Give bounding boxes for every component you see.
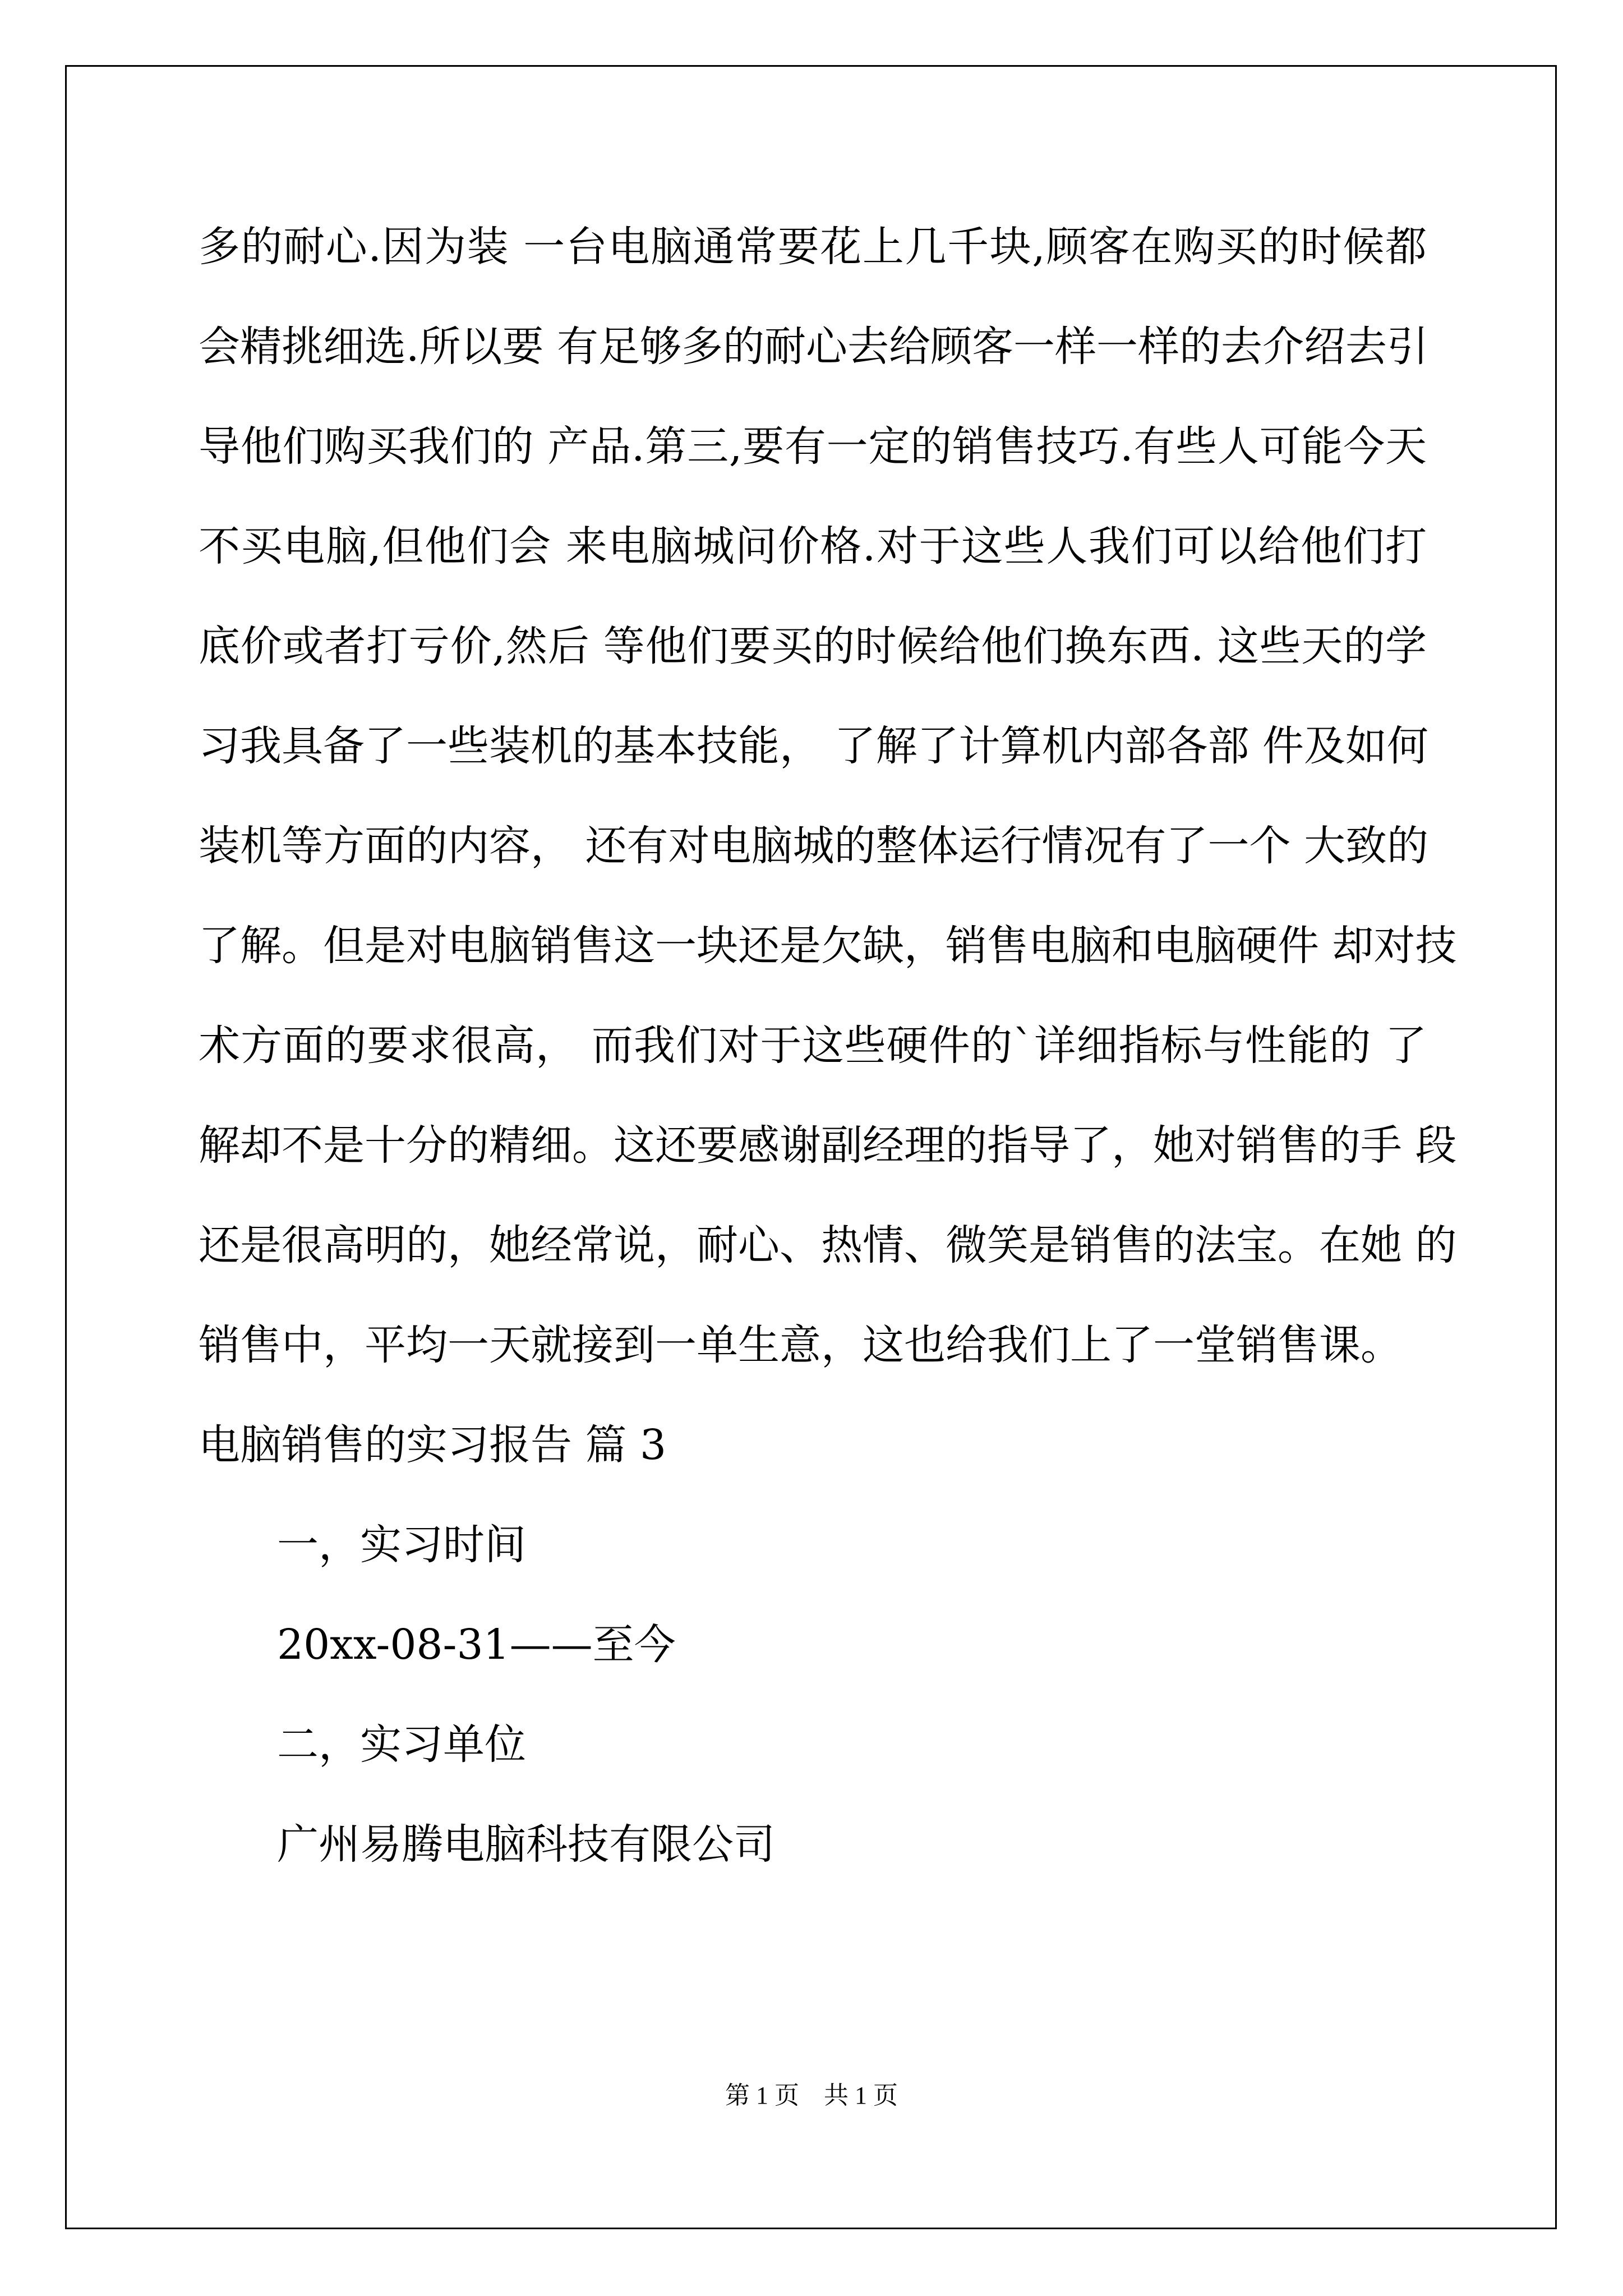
body-line-12: 销售中，平均一天就接到一单生意，这也给我们上了一堂销售课。: [199, 1321, 1402, 1369]
body-line-2: 会精挑细选.所以要 有足够多的耐心去给顾客一样一样的去介绍去引: [199, 323, 1429, 371]
section-item-2: 20xx-08-31——至今: [277, 1621, 676, 1669]
body-line-6: 习我具备了一些装机的基本技能， 了解了计算机内部各部 件及如何: [199, 722, 1429, 770]
body-line-4: 不买电脑,但他们会 来电脑城问价格.对于这些人我们可以给他们打: [199, 522, 1427, 570]
body-line-7: 装机等方面的内容， 还有对电脑城的整体运行情况有了一个 大致的: [199, 822, 1429, 870]
body-line-5: 底价或者打亏价,然后 等他们要买的时候给他们换东西. 这些天的学: [199, 622, 1427, 670]
body-line-3: 导他们购买我们的 产品.第三,要有一定的销售技巧.有些人可能今天: [199, 422, 1427, 471]
body-line-1: 多的耐心.因为装 一台电脑通常要花上几千块,顾客在购买的时候都: [199, 223, 1427, 271]
body-line-9: 术方面的要求很高， 而我们对于这些硬件的`详细指标与性能的 了: [199, 1022, 1427, 1070]
section-item-3: 二，实习单位: [277, 1720, 526, 1769]
body-line-11: 还是很高明的，她经常说，耐心、热情、微笑是销售的法宝。在她 的: [199, 1221, 1457, 1269]
body-line-8: 了解。但是对电脑销售这一块还是欠缺，销售电脑和电脑硬件 却对技: [199, 922, 1457, 970]
section-heading: 电脑销售的实习报告 篇 3: [199, 1421, 667, 1469]
page-footer: 第 1 页 共 1 页: [725, 2082, 898, 2109]
section-item-1: 一，实习时间: [277, 1521, 526, 1569]
section-item-4: 广州易腾电脑科技有限公司: [277, 1820, 775, 1869]
body-line-10: 解却不是十分的精细。这还要感谢副经理的指导了，她对销售的手 段: [199, 1121, 1457, 1170]
